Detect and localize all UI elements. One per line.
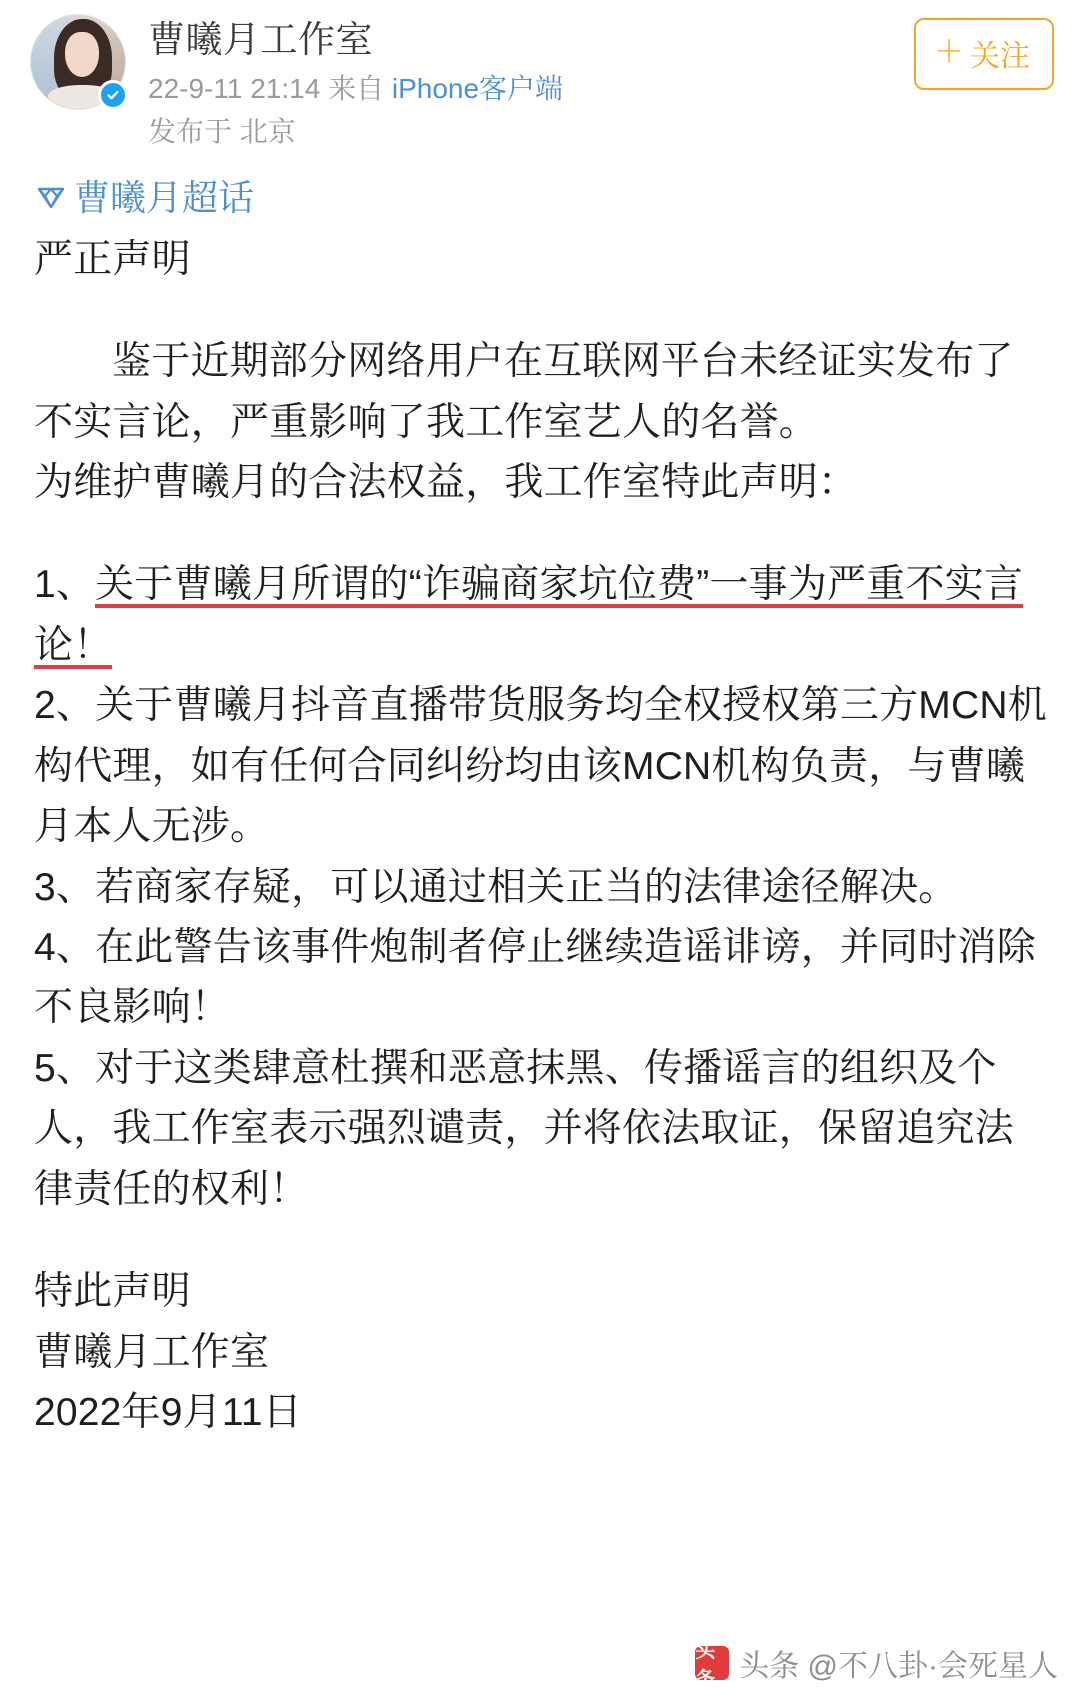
avatar-face-shape xyxy=(65,32,99,77)
signature-date: 2022年9月11日 xyxy=(34,1391,302,1435)
follow-button[interactable] xyxy=(914,18,1054,90)
statement-item-2: 2、关于曹曦月抖音直播带货服务均全权授权第三方MCN机构代理，如有任何合同纠纷均由该MCN机构负责，与曹曦月本人无涉。 xyxy=(34,684,1047,849)
statement-paragraph-1: 鉴于近期部分网络用户在互联网平台未经证实发布了不实言论，严重影响了我工作室艺人的名誉。 xyxy=(34,340,1014,444)
watermark-text: 头条 @不八卦·会死星人 xyxy=(739,1650,1058,1683)
toutiao-logo-icon: 头条 xyxy=(695,1646,729,1680)
content-spacer-2 xyxy=(34,513,1052,555)
content-spacer xyxy=(34,290,1052,332)
signature-line-2: 曹曦月工作室 xyxy=(34,1330,270,1374)
statement-title: 严正声明 xyxy=(34,237,191,281)
post-header xyxy=(0,0,1080,150)
post-source-prefix: 来自 xyxy=(328,72,392,104)
statement-paragraph-2: 为维护曹曦月的合法权益，我工作室特此声明： xyxy=(34,460,858,504)
statement-item-1 xyxy=(34,555,1052,676)
statement-item-1-highlighted: 关于曹曦月所谓的“诈骗商家坑位费”一事为严重不实言论！ xyxy=(34,563,1024,667)
content-spacer-3 xyxy=(34,1220,1052,1262)
signature-line-1: 特此声明 xyxy=(34,1270,191,1314)
statement-item-3: 3、若商家存疑，可以通过相关正当的法律途径解决。 xyxy=(34,865,958,909)
account-name[interactable]: 曹曦月工作室 xyxy=(148,19,373,60)
post-location: 发布于 北京 xyxy=(148,116,296,148)
statement-item-4: 4、在此警告该事件炮制者停止继续造谣诽谤，并同时消除不良影响！ xyxy=(34,926,1036,1030)
statement-item-5: 5、对于这类肆意杜撰和恶意抹黑、传播谣言的组织及个人，我工作室表示强烈谴责，并将依法取证，保留追究法律责任的权利！ xyxy=(34,1046,1015,1211)
watermark xyxy=(695,1640,1058,1691)
supertopic-link[interactable] xyxy=(34,176,1052,219)
gem-icon xyxy=(34,184,68,212)
plus-icon: ＋ xyxy=(934,36,964,69)
verified-badge-icon xyxy=(98,80,128,110)
follow-button-label: 关注 xyxy=(970,40,1030,73)
post-content xyxy=(34,230,1052,1444)
avatar[interactable] xyxy=(30,14,126,110)
statement-item-1-prefix: 1、 xyxy=(34,563,96,607)
supertopic-label: 曹曦月超话 xyxy=(74,177,255,219)
post-timestamp: 22-9-11 21:14 xyxy=(148,72,321,104)
post-body xyxy=(0,176,1080,1443)
post-source-client[interactable]: iPhone客户端 xyxy=(391,72,564,104)
